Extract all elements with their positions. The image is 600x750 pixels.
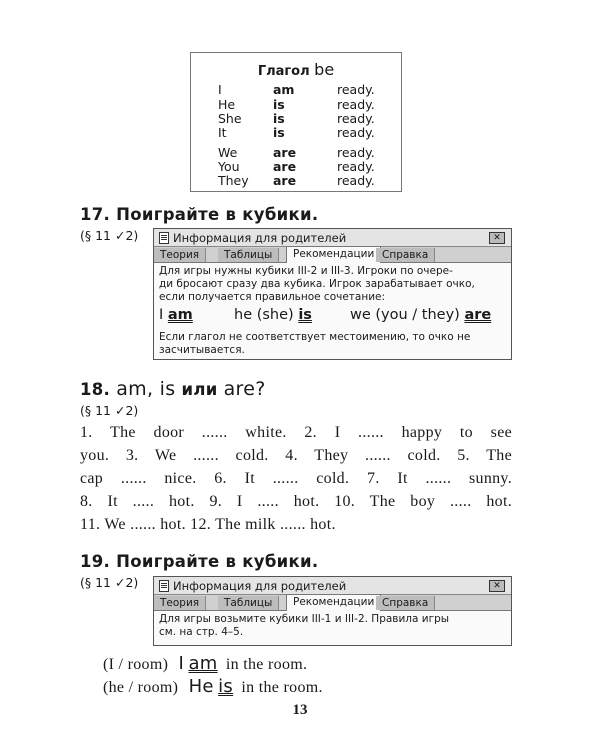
exercise-18-line: you. 3. We ...... cold. 4. They ...... cold. 5. The	[80, 447, 512, 464]
info-title: Информация для родителей	[173, 579, 347, 593]
verb-be-table	[190, 52, 402, 192]
tab-recommendations[interactable]: Рекомендации	[286, 594, 381, 611]
info-content: Для игры возьмите кубики III-1 и III-2. Правила игры см. на стр. 4–5.	[154, 611, 511, 645]
exercise-19-title: 19. Поиграйте в кубики.	[80, 552, 319, 571]
verb-row: You are ready.	[218, 159, 375, 174]
tab-tables[interactable]: Таблицы	[218, 248, 279, 262]
exercise-18-line: cap ...... nice. 6. It ...... cold. 7. It ...... sunny.	[80, 470, 512, 487]
close-icon[interactable]: ✕	[489, 232, 505, 244]
combo-he-is: he (she) is	[234, 307, 312, 323]
info-tabs	[154, 595, 511, 611]
combo-we-are: we (you / they) are	[350, 307, 492, 323]
info-titlebar	[154, 229, 511, 247]
verb-row: I am ready.	[218, 82, 375, 97]
parents-info-window-17	[153, 228, 512, 360]
parents-info-window-19	[153, 576, 512, 646]
tab-theory[interactable]: Теория	[154, 596, 206, 610]
info-content: Для игры нужны кубики III-2 и III-3. Игроки по очере- ди бросают сразу два кубика. Игрок зарабатывает очко, если получается правильное сочетание: I am he (she) is we (you / they) are Если глагол не соответствует местоимению, то очко не засчитывается.	[154, 263, 511, 359]
combo-i-am: I am	[159, 307, 193, 323]
exercise-18-line: 8. It ..... hot. 9. I ..... hot. 10. The boy ..... hot.	[80, 493, 512, 510]
close-icon[interactable]: ✕	[489, 580, 505, 592]
info-titlebar	[154, 577, 511, 595]
document-icon	[159, 232, 169, 244]
exercise-18-line: 11. We ...... hot. 12. The milk ...... hot.	[80, 516, 336, 533]
page-number: 13	[292, 702, 308, 718]
tab-tables[interactable]: Таблицы	[218, 596, 279, 610]
tab-help[interactable]: Справка	[376, 596, 435, 610]
verb-row: It is ready.	[218, 125, 375, 140]
exercise-18-title: 18. am, is или are?	[80, 378, 266, 400]
exercise-19-ref: (§ 11 ✓2)	[80, 575, 139, 590]
info-title: Информация для родителей	[173, 231, 347, 245]
exercise-18-ref: (§ 11 ✓2)	[80, 403, 139, 418]
verb-row: We are ready.	[218, 145, 375, 160]
tab-theory[interactable]: Теория	[154, 248, 206, 262]
verb-row: She is ready.	[218, 111, 375, 126]
info-tabs	[154, 247, 511, 263]
verb-row: He is ready.	[218, 97, 375, 112]
exercise-17-ref: (§ 11 ✓2)	[80, 228, 139, 243]
exercise-17-title: 17. Поиграйте в кубики.	[80, 205, 319, 224]
verb-table-title: Глагол be	[257, 60, 335, 79]
exercise-18-line: 1. The door ...... white. 2. I ...... happy to see	[80, 424, 512, 441]
document-icon	[159, 580, 169, 592]
verb-row: They are ready.	[218, 173, 375, 188]
tab-help[interactable]: Справка	[376, 248, 435, 262]
example-line: (I / room) I am in the room.	[103, 653, 308, 674]
example-line: (he / room) He is in the room.	[103, 676, 323, 697]
tab-recommendations[interactable]: Рекомендации	[286, 246, 381, 263]
